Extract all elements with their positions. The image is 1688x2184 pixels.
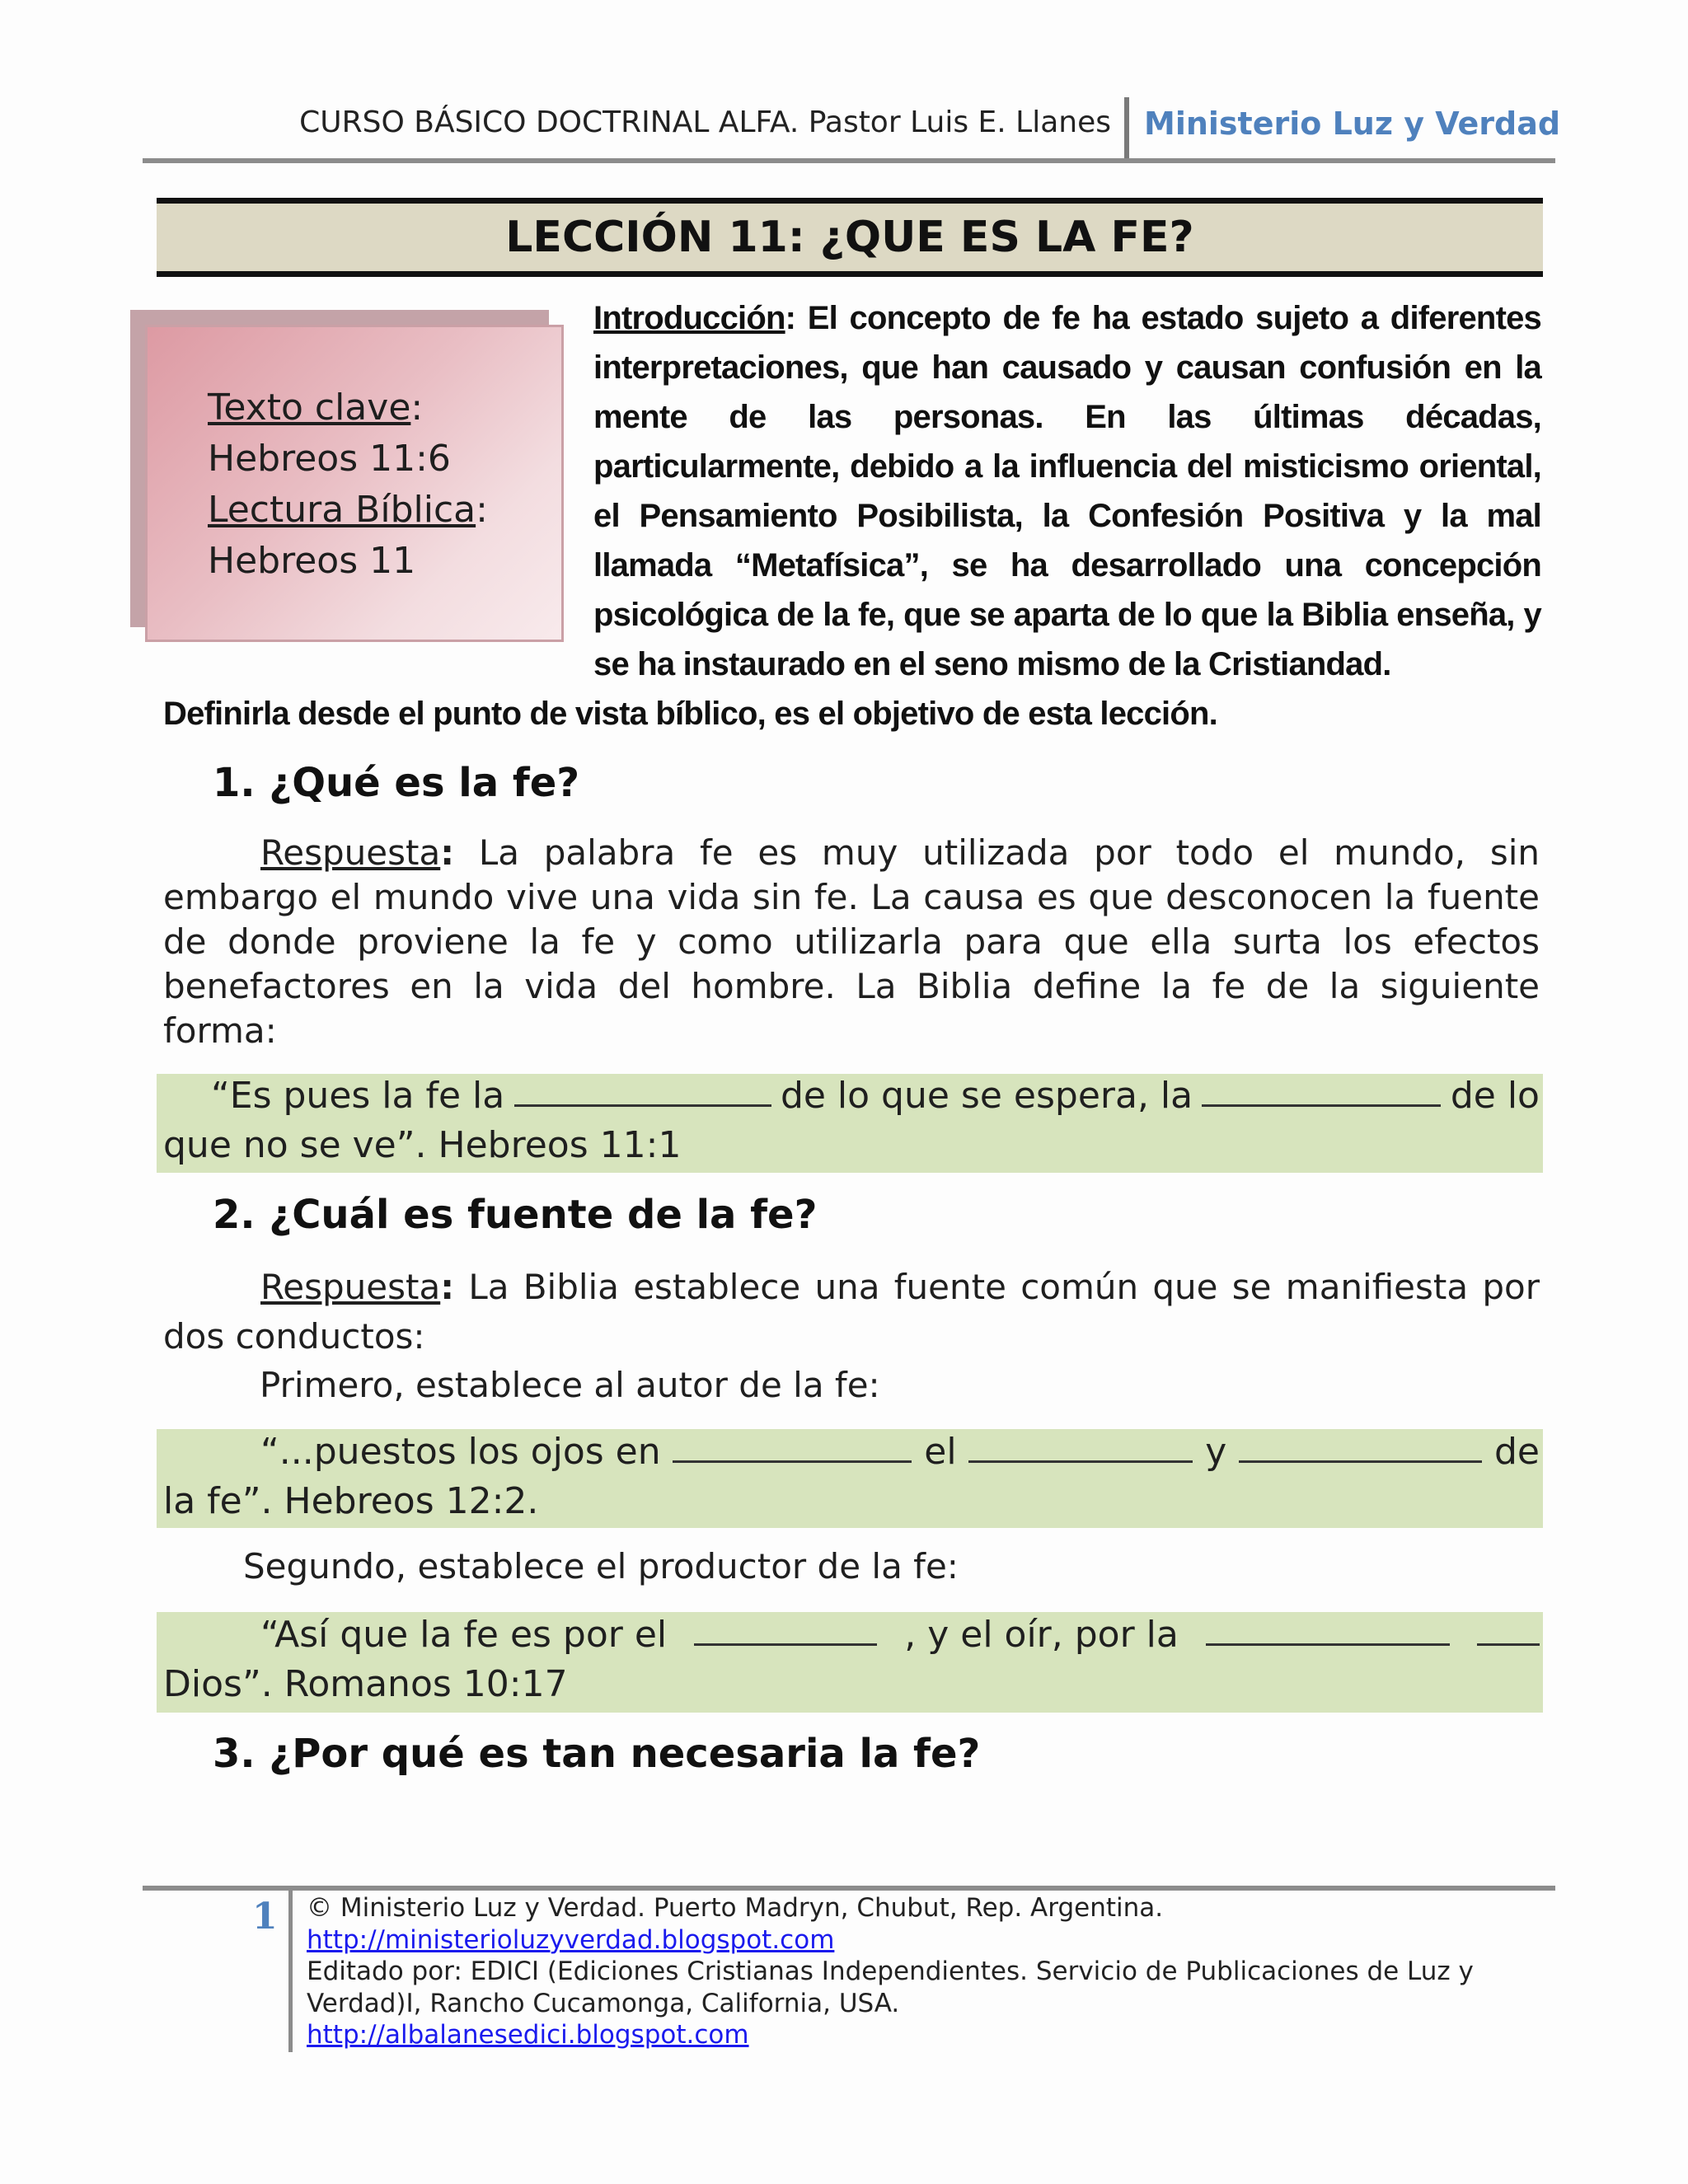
question-1-answer: Respuesta: La palabra fe es muy utilizada por todo el mundo, sin embargo el mundo vive una vida sin fe. La causa es que desconocen la fuente de donde proviene la fe y como utilizarla para que ella surta los efectos benefactores en la vida del hombre. La Biblia define la fe de la siguiente forma:	[163, 832, 1540, 1051]
quote-2-blank-1[interactable]	[673, 1427, 912, 1463]
quote-2-part-2: el	[924, 1431, 957, 1473]
primero-line: Primero, establece al autor de la fe:	[260, 1365, 880, 1405]
quote-2-blank-2[interactable]	[968, 1427, 1193, 1463]
footer-line-1: © Ministerio Luz y Verdad. Puerto Madryn, Chubut, Rep. Argentina.	[307, 1893, 1164, 1923]
quote-3-blank-2[interactable]	[1206, 1610, 1450, 1646]
quote-2-part-4: de	[1493, 1431, 1540, 1473]
question-3-heading: 3. ¿Por qué es tan necesaria la fe?	[213, 1731, 981, 1777]
page-number: 1	[252, 1896, 278, 1938]
quote-1-part-4: que no se ve”. Hebreos 11:1	[163, 1124, 682, 1166]
question-2-answer-text: La Biblia establece una fuente común que se manifiesta por dos conductos:	[163, 1267, 1540, 1357]
lectura-biblica-label: Lectura Bíblica	[208, 489, 476, 531]
footer-line-2: Editado por: EDICI (Ediciones Cristianas Independientes. Servicio de Publicaciones de Luz y	[307, 1957, 1474, 1986]
intro-last-line: Definirla desde el punto de vista bíblico, es el objetivo de esta lección.	[163, 696, 1217, 732]
quote-1	[163, 1071, 1540, 1170]
quote-3-part-1: “Así que la fe es por el	[260, 1614, 668, 1656]
segundo-line: Segundo, establece el productor de la fe:	[243, 1546, 959, 1586]
quote-1-part-3: de lo	[1450, 1075, 1540, 1117]
texto-clave-ref: Hebreos 11:6	[208, 438, 451, 480]
lectura-biblica-ref: Hebreos 11	[208, 540, 416, 582]
quote-1-part-1: “Es pues la fe la	[211, 1075, 505, 1117]
footer-link-1[interactable]: http://ministerioluzyverdad.blogspot.com	[307, 1924, 835, 1955]
header-ministry: Ministerio Luz y Verdad	[1144, 105, 1561, 142]
header-course: CURSO BÁSICO DOCTRINAL ALFA. Pastor Luis E. Llanes	[299, 105, 1111, 139]
quote-2	[163, 1427, 1540, 1526]
question-1-heading: 1. ¿Qué es la fe?	[213, 760, 580, 806]
quote-3-part-3: Dios”. Romanos 10:17	[163, 1663, 568, 1705]
footer-line-3: Verdad)I, Rancho Cucamonga, California, USA.	[307, 1988, 900, 2018]
header-separator	[1124, 97, 1129, 162]
intro-label: Introducción	[593, 300, 785, 336]
key-box-text: Texto clave: Hebreos 11:6 Lectura Bíblica: Hebreos 11	[208, 382, 488, 587]
question-2-heading: 2. ¿Cuál es fuente de la fe?	[213, 1192, 818, 1238]
quote-3	[163, 1610, 1540, 1709]
quote-2-blank-3[interactable]	[1239, 1427, 1482, 1463]
texto-clave-label: Texto clave	[208, 387, 411, 429]
footer-rule	[143, 1886, 1555, 1891]
question-2-answer: Respuesta: La Biblia establece una fuente común que se manifiesta por dos conductos:	[163, 1267, 1540, 1357]
footer-link-2[interactable]: http://albalanesedici.blogspot.com	[307, 2020, 749, 2050]
quote-2-part-5: la fe”. Hebreos 12:2.	[163, 1480, 539, 1522]
quote-3-part-2: , y el oír, por la	[904, 1614, 1179, 1656]
answer-label-2: Respuesta	[260, 1267, 441, 1307]
footer-separator	[288, 1891, 293, 2052]
lesson-title: LECCIÓN 11: ¿QUE ES LA FE?	[157, 198, 1543, 277]
header-rule	[143, 158, 1555, 163]
intro-paragraph: Introducción: El concepto de fe ha estado sujeto a diferentes interpretaciones, que han causado y causan confusión en la mente de las personas. En las últimas décadas, particularmente, debido a la influencia del misticismo oriental, el Pensamiento Posibilista, la Confesión Positiva y la mal llamada “Metafísica”, se ha desarrollado una concepción psicológica de la fe, que se aparta de lo que la Biblia enseña, y se ha instaurado en el seno mismo de la Cristiandad.	[593, 300, 1541, 682]
question-1-answer-text: La palabra fe es muy utilizada por todo el mundo, sin embargo el mundo vive una vida sin fe. La causa es que desconocen la fuente de donde proviene la fe y como utilizarla para que ella surta los efectos benefactores en la vida del hombre. La Biblia define la fe de la siguiente forma:	[163, 832, 1540, 1051]
quote-3-blank-1[interactable]	[694, 1610, 877, 1646]
quote-1-blank-2[interactable]	[1202, 1071, 1441, 1107]
quote-2-part-3: y	[1205, 1431, 1227, 1473]
quote-1-blank-1[interactable]	[514, 1071, 771, 1107]
quote-3-blank-3[interactable]	[1477, 1610, 1540, 1646]
quote-2-part-1: “...puestos los ojos en	[260, 1431, 661, 1473]
quote-1-part-2: de lo que se espera, la	[780, 1075, 1193, 1117]
answer-label: Respuesta	[260, 832, 441, 873]
footer-text	[307, 1892, 1474, 2051]
intro-body: El concepto de fe ha estado sujeto a diferentes interpretaciones, que han causado y causan confusión en la mente de las personas. En las últimas décadas, particularmente, debido a la influencia del misticismo oriental, el Pensamiento Posibilista, la Confesión Positiva y la mal llamada “Metafísica”, se ha desarrollado una concepción psicológica de la fe, que se aparta de lo que la Biblia enseña, y se ha instaurado en el seno mismo de la Cristiandad.	[593, 300, 1541, 682]
